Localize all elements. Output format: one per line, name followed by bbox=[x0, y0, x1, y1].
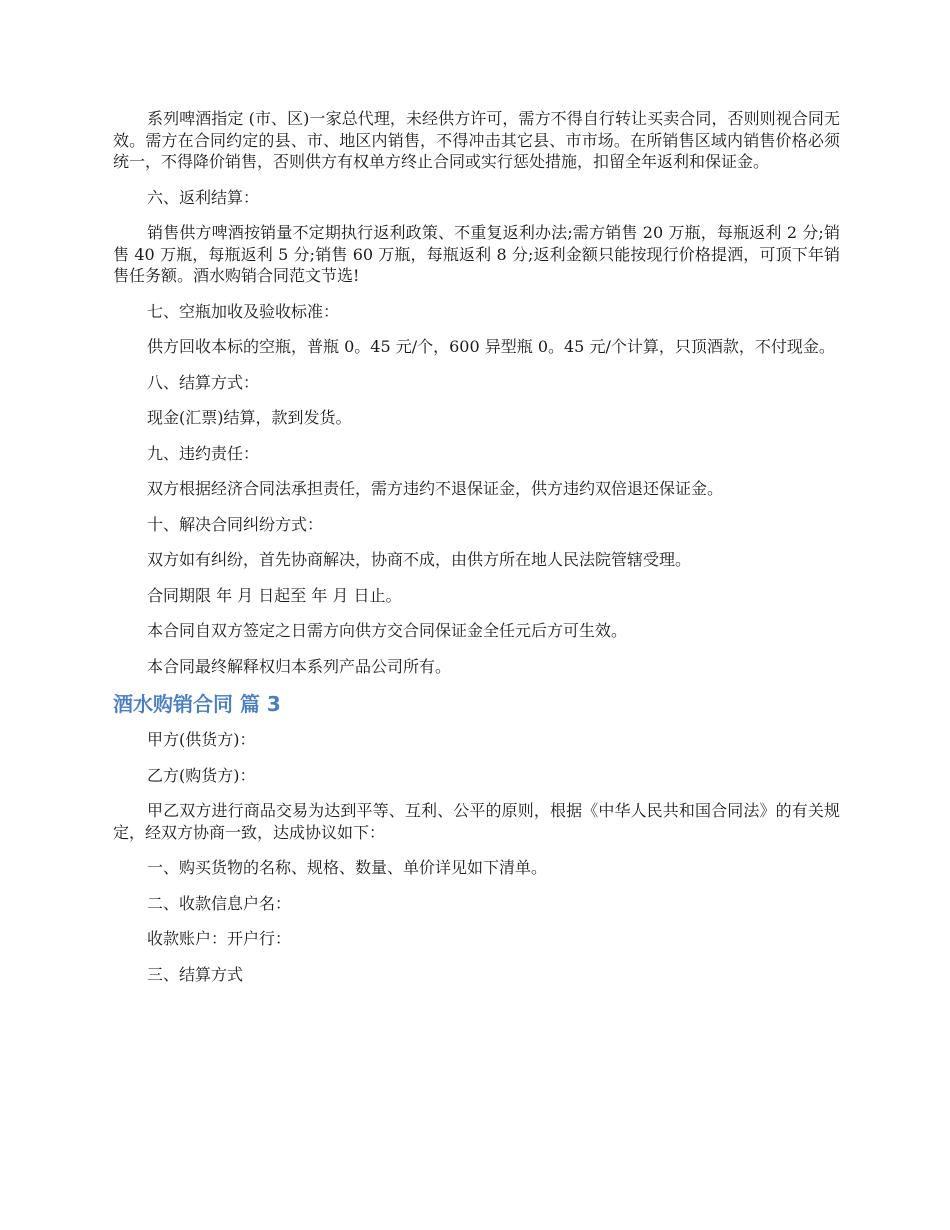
empty-bottle-heading: 七、空瓶加收及验收标准： bbox=[147, 301, 340, 321]
party-b-line: 乙方(购货方)： bbox=[147, 765, 256, 785]
rebate-paragraph: 销售供方啤酒按销量不定期执行返利政策、不重复返利办法;需方销售 20 万瓶，每瓶返利 2 分;销售 40 万瓶，每瓶返利 5 分;销售 60 万瓶，每瓶返利 8 分;返利金额只能按现行价格提洒，可顶下年销售任务额。酒水购销合同范文节选! bbox=[113, 223, 840, 285]
clause-2-account: 收款账户：开户行： bbox=[147, 929, 292, 948]
intro-paragraph: 甲乙双方进行商品交易为达到平等、互利、公平的原则，根据《中华人民共和国合同法》的有关规定，经双方协商一致，达成协议如下： bbox=[113, 801, 840, 842]
breach-heading: 九、违约责任： bbox=[147, 443, 260, 463]
document-page bbox=[113, 108, 840, 999]
rebate-heading: 六、返利结算： bbox=[147, 187, 260, 207]
dispute-heading: 十、解决合同纠纷方式： bbox=[147, 514, 324, 534]
clause-2: 二、收款信息户名： bbox=[147, 893, 292, 913]
distribution-paragraph: 系列啤酒指定 (市、区)一家总代理，未经供方许可，需方不得自行转让买卖合同，否则则视合同无效。需方在合同约定的县、市、地区内销售，不得冲击其它县、市市场。在所销售区域内销售价格必须统一，不得降价销售，否则供方有权单方终止合同或实行惩处措施，扣留全年返利和保证金。 bbox=[113, 109, 840, 171]
clause-3: 三、结算方式 bbox=[147, 964, 244, 984]
clause-1: 一、购买货物的名称、规格、数量、单价详见如下清单。 bbox=[147, 858, 548, 877]
deposit-paragraph: 本合同自双方签定之日需方向供方交合同保证金全任元后方可生效。 bbox=[147, 621, 628, 640]
section-3-title: 酒水购销合同 篇 3 bbox=[113, 692, 281, 716]
term-paragraph: 合同期限 年 月 日起至 年 月 日止。 bbox=[147, 585, 402, 605]
party-a-line: 甲方(供货方)： bbox=[147, 730, 256, 749]
breach-paragraph: 双方根据经济合同法承担责任，需方违约不退保证金，供方违约双倍退还保证金。 bbox=[147, 479, 724, 498]
rights-paragraph: 本合同最终解释权归本系列产品公司所有。 bbox=[147, 656, 452, 676]
empty-bottle-paragraph: 供方回收本标的空瓶，普瓶 0。45 元/个，600 异型瓶 0。45 元/个计算，只顶酒款，不付现金。 bbox=[147, 337, 835, 356]
settlement-heading: 八、结算方式： bbox=[147, 372, 260, 392]
settlement-paragraph: 现金(汇票)结算，款到发货。 bbox=[147, 408, 352, 427]
dispute-paragraph: 双方如有纠纷，首先协商解决，协商不成，由供方所在地人民法院管辖受理。 bbox=[147, 550, 692, 569]
